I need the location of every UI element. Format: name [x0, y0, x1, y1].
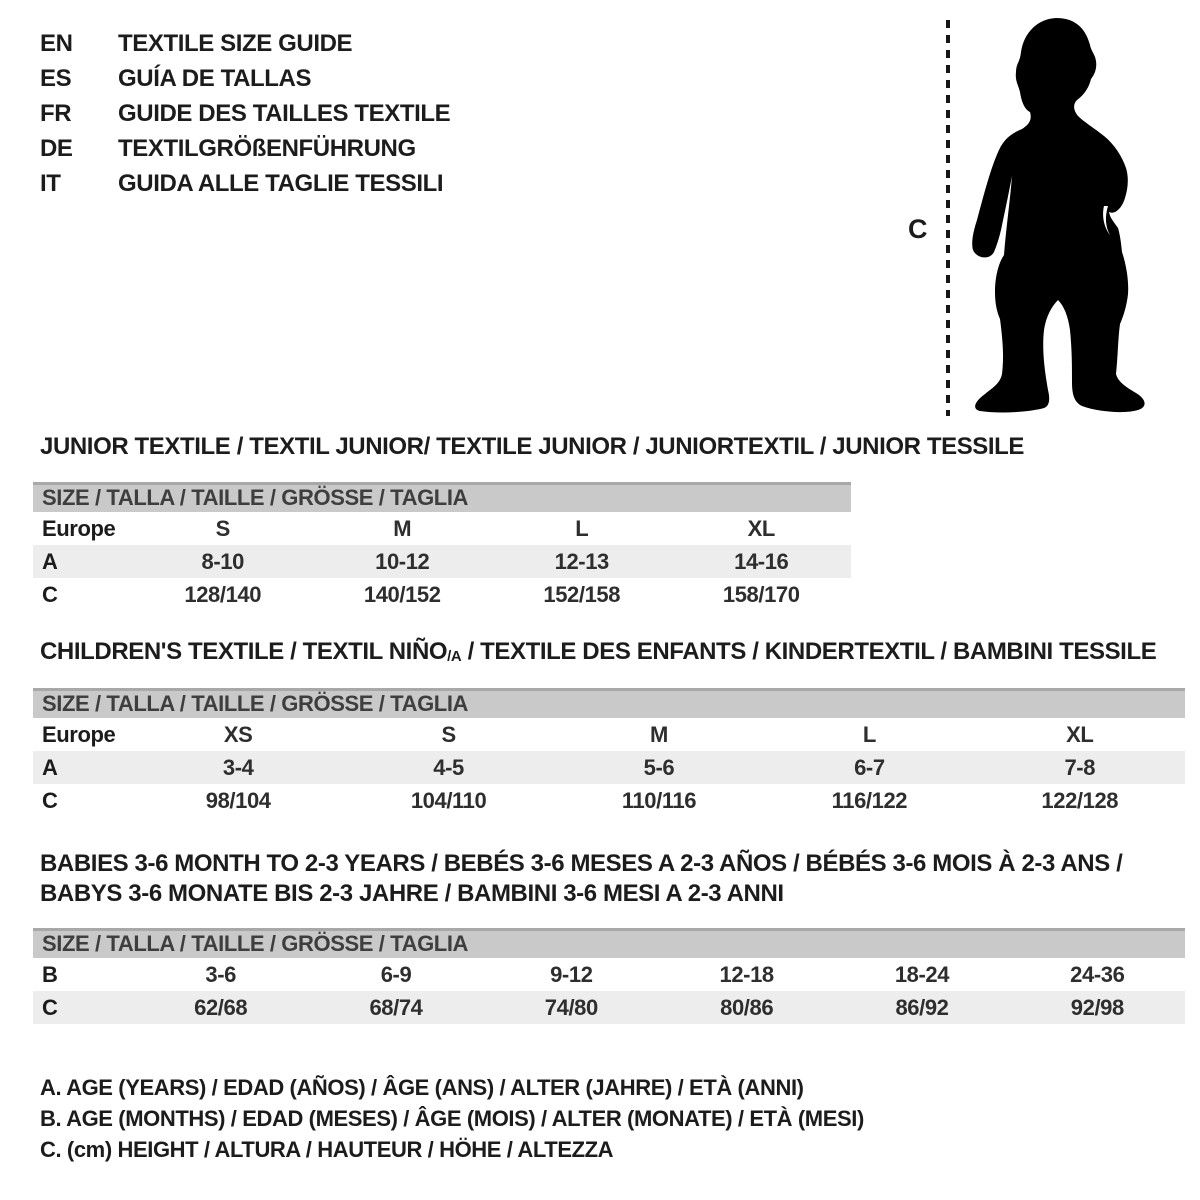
size-cell: 12-13 [554, 548, 609, 574]
size-cell: XL [1066, 721, 1094, 747]
lang-label: GUIDA ALLE TAGLIE TESSILI [118, 170, 444, 197]
toddler-silhouette-image [960, 12, 1150, 417]
size-cell: 24-36 [1070, 961, 1125, 987]
children-title-post: / TEXTILE DES ENFANTS / KINDERTEXTIL / BAMBINI TESSILE [461, 638, 1157, 665]
size-cell: S [441, 721, 456, 747]
size-cell: 122/128 [1041, 787, 1119, 813]
lang-code: ES [40, 65, 72, 92]
lang-row-en [40, 26, 450, 61]
size-cell: 92/98 [1070, 994, 1124, 1020]
size-cell: 4-5 [433, 754, 464, 780]
row-label: Europe [42, 515, 116, 541]
table-row [33, 751, 1185, 784]
lang-label: GUÍA DE TALLAS [118, 65, 312, 92]
babies-size-table [33, 928, 1185, 1024]
size-cell: 140/152 [363, 581, 441, 607]
table-row [33, 991, 1185, 1024]
babies-title-line2: BABYS 3-6 MONATE BIS 2-3 JAHRE / BAMBINI 3-6 MESI A 2-3 ANNI [40, 880, 784, 907]
lang-code: FR [40, 100, 72, 127]
size-cell: 104/110 [410, 787, 487, 813]
size-cell: XL [747, 515, 775, 541]
size-cell: 3-4 [222, 754, 254, 780]
toddler-silhouette-path [972, 18, 1144, 412]
size-cell: 86/92 [895, 994, 949, 1020]
row-label: B [42, 961, 58, 987]
row-label: C [42, 581, 58, 607]
lang-label: TEXTILE SIZE GUIDE [118, 30, 353, 57]
lang-code: IT [40, 170, 61, 197]
lang-row-it [40, 166, 450, 201]
lang-label: GUIDE DES TAILLES TEXTILE [118, 100, 451, 127]
junior-section-title: JUNIOR TEXTILE / TEXTIL JUNIOR/ TEXTILE JUNIOR / JUNIORTEXTIL / JUNIOR TESSILE [40, 433, 1025, 460]
table-row [33, 545, 851, 578]
size-cell: 12-18 [719, 961, 774, 987]
row-label: C [42, 787, 58, 813]
size-cell: 8-10 [201, 548, 244, 574]
size-cell: 18-24 [894, 961, 950, 987]
babies-title-line1: BABIES 3-6 MONTH TO 2-3 YEARS / BEBÉS 3-6 MESES A 2-3 AÑOS / BÉBÉS 3-6 MOIS À 2-3 ANS / [40, 850, 1123, 877]
size-cell: 110/116 [621, 787, 697, 813]
row-label: A [42, 754, 58, 780]
lang-label: TEXTILGRÖßENFÜHRUNG [118, 135, 416, 162]
size-cell: 5-6 [643, 754, 675, 780]
size-cell: 128/140 [184, 581, 262, 607]
language-header [40, 26, 450, 201]
babies-table [33, 958, 1185, 1024]
height-measure-label: C [908, 214, 928, 244]
children-size-table [33, 688, 1185, 817]
row-label: Europe [42, 721, 116, 747]
junior-table [33, 512, 851, 611]
babies-table-header-bar: SIZE / TALLA / TAILLE / GRÖSSE / TAGLIA [33, 928, 1185, 958]
junior-table-header-bar: SIZE / TALLA / TAILLE / GRÖSSE / TAGLIA [33, 482, 851, 512]
lang-code: EN [40, 30, 73, 57]
lang-row-fr [40, 96, 450, 131]
children-title-pre: CHILDREN'S TEXTILE / TEXTIL NIÑO [40, 638, 448, 665]
size-cell: 116/122 [831, 787, 908, 813]
size-cell: 158/170 [722, 581, 800, 607]
size-cell: M [650, 721, 668, 747]
size-cell: 74/80 [544, 994, 598, 1020]
size-cell: 6-9 [380, 961, 412, 987]
size-cell: 14-16 [734, 548, 789, 574]
size-cell: 80/86 [720, 994, 774, 1020]
legend-line-a: A. AGE (YEARS) / EDAD (AÑOS) / ÂGE (ANS) / ALTER (JAHRE) / ETÀ (ANNI) [40, 1075, 804, 1100]
size-cell: L [862, 721, 876, 747]
size-cell: 3-6 [205, 961, 236, 987]
junior-size-table [33, 482, 851, 611]
measurement-legend [40, 1072, 864, 1165]
size-cell: 6-7 [854, 754, 885, 780]
size-cell: S [215, 515, 230, 541]
children-table [33, 718, 1185, 817]
table-row [33, 784, 1185, 817]
lang-row-es [40, 61, 450, 96]
children-section-title [40, 638, 1156, 666]
children-table-header-bar: SIZE / TALLA / TAILLE / GRÖSSE / TAGLIA [33, 688, 1185, 718]
legend-line-c: C. (cm) HEIGHT / ALTURA / HAUTEUR / HÖHE / ALTEZZA [40, 1137, 614, 1162]
row-label: A [42, 548, 58, 574]
legend-line-b: B. AGE (MONTHS) / EDAD (MESES) / ÂGE (MOIS) / ALTER (MONATE) / ETÀ (MESI) [40, 1106, 864, 1131]
size-cell: 62/68 [194, 994, 248, 1020]
row-label: C [42, 994, 58, 1020]
table-row [33, 718, 1185, 751]
children-title-sub: /A [447, 648, 462, 665]
size-cell: 10-12 [375, 548, 430, 574]
table-row [33, 958, 1185, 991]
size-cell: XS [223, 721, 253, 747]
size-cell: 98/104 [205, 787, 271, 813]
size-cell: 68/74 [369, 994, 423, 1020]
babies-section-title [40, 849, 1122, 909]
size-cell: L [575, 515, 589, 541]
table-row [33, 512, 851, 545]
size-cell: 152/158 [543, 581, 621, 607]
table-row [33, 578, 851, 611]
size-cell: 9-12 [550, 961, 593, 987]
lang-code: DE [40, 135, 73, 162]
size-cell: M [393, 515, 412, 541]
height-measure-dashed-line [946, 20, 950, 416]
size-cell: 7-8 [1064, 754, 1096, 780]
lang-row-de [40, 131, 450, 166]
